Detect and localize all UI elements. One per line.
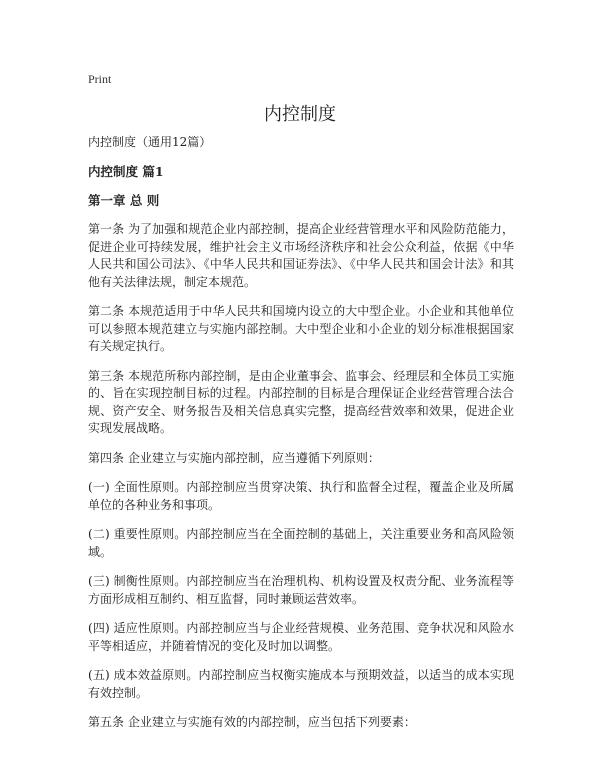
paragraph-article-4: 第四条 企业建立与实施内部控制，应当遵循下列原则： bbox=[88, 450, 380, 465]
paragraph-principle-3: (三) 制衡性原则。内部控制应当在治理机构、机构设置及权责分配、业务流程等方面形成相互制约、相互监督，同时兼顾运营效率。 bbox=[88, 574, 514, 606]
paragraph-principle-2: (二) 重要性原则。内部控制应当在全面控制的基础上，关注重要业务和高风险领域。 bbox=[88, 527, 514, 559]
document-title: 内控制度 bbox=[264, 104, 336, 125]
chapter-title: 第一章 总 则 bbox=[88, 193, 160, 208]
paragraph-article-5: 第五条 企业建立与实施有效的内部控制，应当包括下列要素： bbox=[88, 715, 416, 729]
paragraph-article-3: 第三条 本规范所称内部控制，是由企业董事会、监事会、经理层和全体员工实施的、旨在实现控制目标的过程。内部控制的目标是合理保证企业经营管理合法合规、资产安全、财务报告及相关信息真实完整，提高经营效率和效果，促进企业实现发展战略。 bbox=[88, 368, 514, 435]
paragraph-principle-1: (一) 全面性原则。内部控制应当贯穿决策、执行和监督全过程，覆盖企业及所属单位的各种业务和事项。 bbox=[88, 480, 514, 512]
document-subtitle: 内控制度（通用12篇） bbox=[88, 135, 212, 149]
paragraph-principle-5: (五) 成本效益原则。内部控制应当权衡实施成本与预期效益，以适当的成本实现有效控制。 bbox=[88, 668, 514, 700]
paragraph-article-1: 第一条 为了加强和规范企业内部控制，提高企业经营管理水平和风险防范能力，促进企业可持续发展，维护社会主义市场经济秩序和社会公众利益，依据《中华人民共和国公司法》、《中华人民共和国证券法》、《中华人民共和国会计法》和其他有关法律法规，制定本规范。 bbox=[88, 222, 514, 289]
print-link[interactable]: Print bbox=[88, 72, 112, 86]
document-body bbox=[88, 134, 514, 744]
section-title: 内控制度 篇1 bbox=[88, 164, 164, 179]
paragraph-principle-4: (四) 适应性原则。内部控制应当与企业经营规模、业务范围、竞争状况和风险水平等相适应，并随着情况的变化及时加以调整。 bbox=[88, 621, 514, 653]
paragraph-article-2: 第二条 本规范适用于中华人民共和国境内设立的大中型企业。小企业和其他单位可以参照本规范建立与实施内部控制。大中型企业和小企业的划分标准根据国家有关规定执行。 bbox=[88, 304, 514, 353]
